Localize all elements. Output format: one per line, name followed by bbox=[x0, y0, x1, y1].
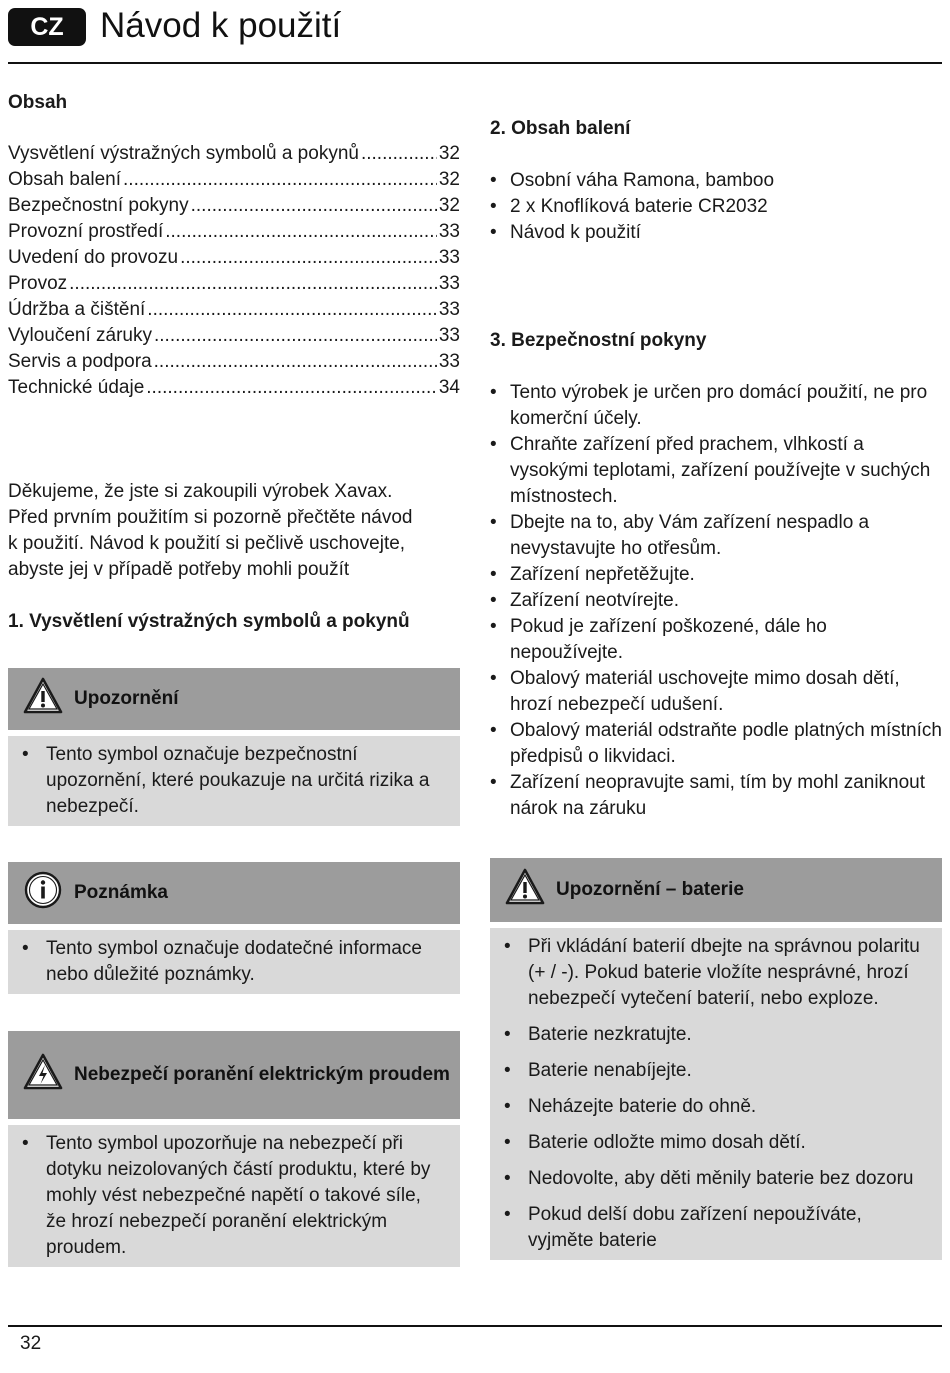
bullet-dot: • bbox=[22, 1133, 29, 1154]
bullet-dot: • bbox=[490, 382, 497, 403]
toc-page: 34 bbox=[438, 377, 460, 398]
bullet-dot: • bbox=[490, 668, 497, 689]
bullet-dot: • bbox=[504, 1096, 511, 1117]
intro-paragraph bbox=[8, 479, 460, 583]
list-item bbox=[490, 718, 942, 770]
list-item-text: Baterie nenabíjejte. bbox=[528, 1060, 692, 1081]
toc-row[interactable] bbox=[8, 141, 460, 167]
toc-dots bbox=[154, 349, 437, 375]
toc-row[interactable] bbox=[8, 349, 460, 375]
list-item-text: Zařízení neotvírejte. bbox=[510, 590, 679, 611]
bullet-dot: • bbox=[490, 512, 497, 533]
toc-label: Technické údaje bbox=[8, 377, 145, 398]
toc-row[interactable] bbox=[8, 219, 460, 245]
list-item bbox=[490, 380, 942, 432]
toc-page: 33 bbox=[438, 351, 460, 372]
list-item-text: Baterie odložte mimo dosah dětí. bbox=[528, 1132, 806, 1153]
toc-label: Uvedení do provozu bbox=[8, 247, 179, 268]
list-item bbox=[504, 1130, 928, 1156]
toc-dots bbox=[123, 167, 437, 193]
bullet-dot: • bbox=[490, 434, 497, 455]
language-badge: CZ bbox=[8, 8, 86, 46]
list-item-text: Neházejte baterie do ohně. bbox=[528, 1096, 757, 1117]
warning-text: Tento symbol označuje bezpečnostní upozornění, které poukazuje na určitá rizika a nebezpečí. bbox=[46, 744, 430, 817]
toc-label: Bezpečnostní pokyny bbox=[8, 195, 189, 216]
toc-dots bbox=[154, 323, 437, 349]
battery-box-body bbox=[490, 928, 942, 1260]
battery-box-header bbox=[490, 858, 942, 922]
toc-label: Obsah balení bbox=[8, 169, 122, 190]
bullet-dot: • bbox=[504, 936, 511, 957]
toc-dots bbox=[361, 141, 437, 167]
toc-page: 33 bbox=[438, 221, 460, 242]
list-item bbox=[504, 934, 928, 1012]
toc-row[interactable] bbox=[8, 167, 460, 193]
safety-list bbox=[490, 380, 942, 822]
list-item-text: Nedovolte, aby děti měnily baterie bez dozoru bbox=[528, 1168, 914, 1189]
toc-label: Vyloučení záruky bbox=[8, 325, 152, 346]
warning-triangle-icon bbox=[22, 676, 64, 722]
bullet-dot: • bbox=[490, 616, 497, 637]
list-item bbox=[504, 1022, 928, 1048]
list-item-text: Zařízení neopravujte sami, tím by mohl zaniknout nárok na záruku bbox=[510, 772, 926, 819]
toc-dots bbox=[165, 219, 437, 245]
list-item-text: Tento výrobek je určen pro domácí použití, ne pro komerční účely. bbox=[510, 382, 928, 429]
bullet-dot: • bbox=[22, 938, 29, 959]
toc-label: Údržba a čištění bbox=[8, 299, 146, 320]
bullet-dot: • bbox=[490, 772, 497, 793]
note-box-body bbox=[8, 930, 460, 994]
list-item-text: Při vkládání baterií dbejte na správnou polaritu (+ / -). Pokud baterie vložíte nesprávné, hrozí nebezpečí vytečení baterií, nebo exploze. bbox=[528, 936, 920, 1009]
section1-heading: 1. Vysvětlení výstražných symbolů a pokynů bbox=[8, 611, 410, 632]
toc-page: 33 bbox=[438, 299, 460, 320]
intro-line: k použití. Návod k použití si pečlivě uschovejte, bbox=[8, 533, 406, 554]
list-item bbox=[22, 1131, 436, 1261]
note-box bbox=[8, 862, 460, 994]
list-item-text: Baterie nezkratujte. bbox=[528, 1024, 692, 1045]
list-item-text: 2 x Knoflíková baterie CR2032 bbox=[510, 196, 768, 217]
package-contents-list bbox=[490, 168, 942, 246]
toc-page: 33 bbox=[438, 247, 460, 268]
warning-box-body bbox=[8, 736, 460, 826]
toc-label: Vysvětlení výstražných symbolů a pokynů bbox=[8, 143, 359, 164]
toc-row[interactable] bbox=[8, 271, 460, 297]
toc-dots bbox=[180, 245, 437, 271]
intro-line: Děkujeme, že jste si zakoupili výrobek Xavax. bbox=[8, 481, 393, 502]
warning-title: Upozornění bbox=[74, 688, 179, 709]
list-item bbox=[490, 194, 942, 220]
toc-dots bbox=[69, 271, 437, 297]
list-item-text: Dbejte na to, aby Vám zařízení nespadlo a nevystavujte ho otřesům. bbox=[510, 512, 870, 559]
bullet-dot: • bbox=[490, 222, 497, 243]
bullet-dot: • bbox=[490, 564, 497, 585]
list-item bbox=[504, 1166, 928, 1192]
list-item-text: Návod k použití bbox=[510, 222, 641, 243]
bullet-dot: • bbox=[504, 1204, 511, 1225]
page-header bbox=[8, 4, 942, 64]
list-item-text: Osobní váha Ramona, bamboo bbox=[510, 170, 775, 191]
toc-page: 32 bbox=[438, 169, 460, 190]
note-title: Poznámka bbox=[74, 882, 168, 903]
page-title: Návod k použití bbox=[100, 6, 342, 45]
toc-label: Provozní prostředí bbox=[8, 221, 164, 242]
section2-heading: 2. Obsah balení bbox=[490, 118, 631, 139]
list-item-text: Pokud je zařízení poškozené, dále ho nepoužívejte. bbox=[510, 616, 827, 663]
electric-title: Nebezpečí poranění elektrickým proudem bbox=[74, 1064, 450, 1085]
toc-page: 32 bbox=[438, 143, 460, 164]
toc-dots bbox=[147, 297, 437, 323]
toc-row[interactable] bbox=[8, 375, 460, 401]
page-number: 32 bbox=[20, 1333, 42, 1354]
list-item bbox=[490, 770, 942, 822]
list-item bbox=[490, 168, 942, 194]
info-circle-icon bbox=[22, 870, 64, 916]
note-text: Tento symbol označuje dodatečné informace nebo důležité poznámky. bbox=[46, 938, 423, 985]
toc-row[interactable] bbox=[8, 323, 460, 349]
toc-dots bbox=[146, 375, 437, 401]
bullet-dot: • bbox=[490, 720, 497, 741]
list-item bbox=[22, 742, 436, 820]
section3-heading: 3. Bezpečnostní pokyny bbox=[490, 330, 707, 351]
contents-heading: Obsah bbox=[8, 92, 68, 113]
electric-box-header bbox=[8, 1031, 460, 1119]
bullet-dot: • bbox=[490, 196, 497, 217]
bullet-dot: • bbox=[504, 1024, 511, 1045]
page-footer bbox=[8, 1325, 942, 1354]
warning-triangle-icon bbox=[504, 867, 546, 913]
electric-text: Tento symbol upozorňuje na nebezpečí při dotyku neizolovaných částí produktu, které by mohly vést nebezpečné napětí o takové síle, že hrozí nebezpečí poranění elektrickým proudem. bbox=[46, 1133, 431, 1258]
electric-shock-icon bbox=[22, 1052, 64, 1098]
toc-row[interactable] bbox=[8, 297, 460, 323]
bullet-dot: • bbox=[504, 1168, 511, 1189]
list-item bbox=[490, 614, 942, 666]
toc-row[interactable] bbox=[8, 193, 460, 219]
list-item bbox=[504, 1094, 928, 1120]
warning-box bbox=[8, 668, 460, 826]
battery-warning-box bbox=[490, 858, 942, 1260]
list-item bbox=[490, 588, 942, 614]
battery-warning-title: Upozornění – baterie bbox=[556, 879, 744, 900]
right-column bbox=[490, 116, 942, 1260]
list-item bbox=[490, 562, 942, 588]
bullet-dot: • bbox=[22, 744, 29, 765]
list-item bbox=[490, 666, 942, 718]
intro-line: abyste jej v případě potřeby mohli použít bbox=[8, 559, 350, 580]
toc-page: 33 bbox=[438, 325, 460, 346]
list-item-text: Pokud delší dobu zařízení nepoužíváte, vyjměte baterie bbox=[528, 1204, 862, 1251]
list-item bbox=[490, 220, 942, 246]
list-item-text: Obalový materiál uschovejte mimo dosah dětí, hrozí nebezpečí udušení. bbox=[510, 668, 900, 715]
list-item-text: Zařízení nepřetěžujte. bbox=[510, 564, 695, 585]
toc-page: 32 bbox=[438, 195, 460, 216]
list-item bbox=[504, 1202, 928, 1254]
list-item-text: Obalový materiál odstraňte podle platných místních předpisů o likvidaci. bbox=[510, 720, 942, 767]
list-item bbox=[22, 936, 436, 988]
list-item bbox=[490, 432, 942, 510]
bullet-dot: • bbox=[504, 1060, 511, 1081]
toc-page: 33 bbox=[438, 273, 460, 294]
toc-row[interactable] bbox=[8, 245, 460, 271]
toc-dots bbox=[191, 193, 437, 219]
left-column bbox=[8, 90, 460, 1267]
table-of-contents bbox=[8, 141, 460, 401]
warning-box-header bbox=[8, 668, 460, 730]
toc-label: Provoz bbox=[8, 273, 68, 294]
list-item-text: Chraňte zařízení před prachem, vlhkostí a vysokými teplotami, zařízení používejte v suchých místnostech. bbox=[510, 434, 931, 507]
bullet-dot: • bbox=[490, 170, 497, 191]
toc-label: Servis a podpora bbox=[8, 351, 152, 372]
list-item bbox=[504, 1058, 928, 1084]
note-box-header bbox=[8, 862, 460, 924]
electric-box-body bbox=[8, 1125, 460, 1267]
intro-line: Před prvním použitím si pozorně přečtěte návod bbox=[8, 507, 413, 528]
bullet-dot: • bbox=[504, 1132, 511, 1153]
list-item bbox=[490, 510, 942, 562]
bullet-dot: • bbox=[490, 590, 497, 611]
electric-hazard-box bbox=[8, 1031, 460, 1267]
